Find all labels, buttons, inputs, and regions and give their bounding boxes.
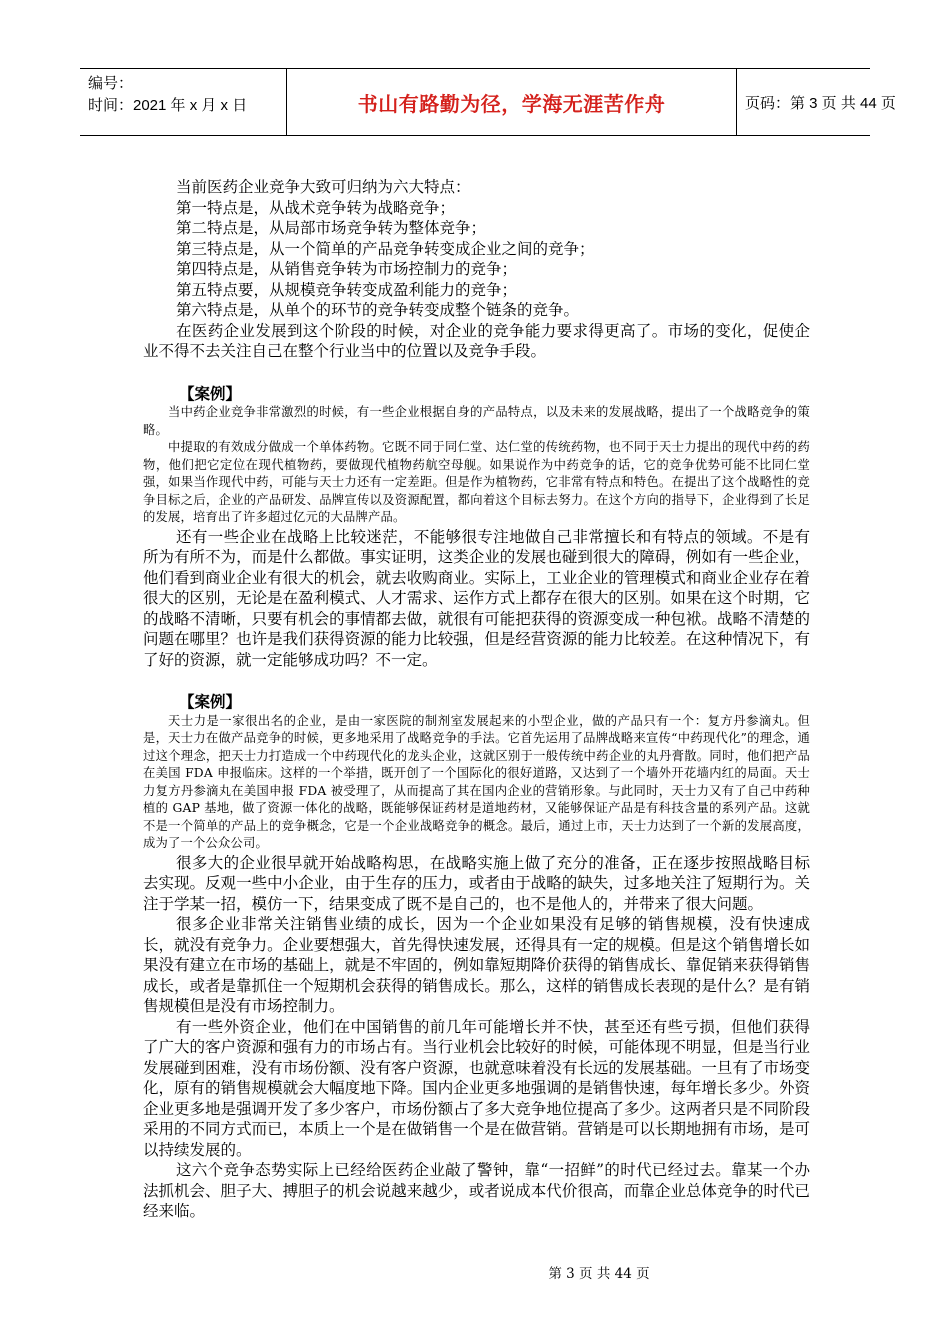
body-paragraph-4: 这六个竞争态势实际上已经给医药企业敲了警钟，靠“一招鲜”的时代已经过去。靠某一个办法抓机会、胆子大、搏胆子的机会说越来越少，或者说成本代价很高，而靠企业总体竞争的时代已经来临。 xyxy=(143,1161,810,1220)
document-body xyxy=(143,177,810,1222)
page-header xyxy=(80,68,896,136)
feature-item-6: 第六特点是，从单个的环节的竞争转变成整个链条的竞争。 xyxy=(176,301,580,319)
case-2-title: 【案例】 xyxy=(179,692,242,711)
document-date: 时间：2021 年 x 月 x 日 xyxy=(88,97,248,114)
document-number-label: 编号： xyxy=(88,75,134,92)
body-paragraph-2: 很多企业非常关注销售业绩的成长，因为一个企业如果没有足够的销售规模，没有快速成长，就没有竞争力。企业要想强大，首先得快速发展，还得具有一定的规模。但是这个销售增长如果没有建立在市场的基础上，就是不牢固的，例如靠短期降价获得的销售成长、靠促销来获得销售成长，或者是靠抓住一个短期机会获得的销售成长。那么，这样的销售成长表现的是什么？是有销售规模但是没有市场控制力。 xyxy=(143,915,810,1015)
header-meta xyxy=(80,69,287,135)
body-paragraph-1: 很多大的企业很早就开始战略构思，在战略实施上做了充分的准备，正在逐步按照战略目标去实现。反观一些中小企业，由于生存的压力，或者由于战略的缺失，过多地关注了短期行为。关注于学某一招，模仿一下，结果变成了既不是自己的，也不是他人的，并带来了很大问题。 xyxy=(143,853,810,913)
intro-lead: 当前医药企业竞争大致可归纳为六大特点： xyxy=(176,178,471,196)
feature-item-5: 第五特点要，从规模竞争转变成盈利能力的竞争； xyxy=(176,280,518,299)
header-motto: 书山有路勤为径，学海无涯苦作舟 xyxy=(287,69,737,135)
feature-item-2: 第二特点是，从局部市场竞争转为整体竞争； xyxy=(176,219,487,237)
feature-item-4: 第四特点是，从销售竞争转为市场控制力的竞争； xyxy=(176,260,518,278)
feature-item-1: 第一特点是，从战术竞争转为战略竞争； xyxy=(176,198,456,217)
case-1-paragraph-2: 中提取的有效成分做成一个单体药物。它既不同于同仁堂、达仁堂的传统药物，也不同于天士力提出的现代中药的药物，他们把它定位在现代植物药，要做现代植物药航空母舰。如果说作为中药竞争的话，它的竞争优势可能不比同仁堂强，如果当作现代中药，可能与天士力还有一定差距。但是作为植物药，它非常有特点和特色。在提出了这个战略性的竞争目标之后，企业的产品研发、品牌宣传以及资源配置，都向着这个目标去努力。在这个方向的指导下，企业得到了长足的发展，培育出了许多超过亿元的大品牌产品。 xyxy=(143,440,810,524)
feature-item-3: 第三特点是，从一个简单的产品竞争转变成企业之间的竞争； xyxy=(176,239,595,258)
case-2-paragraph: 天士力是一家很出名的企业，是由一家医院的制剂室发展起来的小型企业，做的产品只有一个：复方丹参滴丸。但是，天士力在做产品竞争的时候，更多地采用了战略竞争的手法。它首先运用了品牌战略来宣传“中药现代化”的理念，通过这个理念，把天士力打造成一个中药现代化的龙头企业，这就区别于一般传统中药企业的丸丹膏散。同时，他们把产品在美国 FDA 申报临床。这样的一个举措，既开创了一个国际化的很好道路，又达到了一个墙外开花墙内红的局面。天士力复方丹参滴丸在美国申报 FDA 被受理了，从而提高了其在国内企业的营销形象。与此同时，天士力又有了自己中药种植的 GAP 基地，做了资源一体化的战略，既能够保证药材是道地药材，又能够保证产品是有科技含量的系列产品。这就不是一个简单的产品上的竞争概念，它是一个企业战略竞争的概念。最后，通过上市，天士力达到了一个新的发展高度，成为了一个公众公司。 xyxy=(143,713,810,850)
body-paragraph-3: 有一些外资企业，他们在中国销售的前几年可能增长并不快，甚至还有些亏损，但他们获得了广大的客户资源和强有力的市场占有。当行业机会比较好的时候，可能体现不明显，但是当行业发展碰到困难，没有市场份额、没有客户资源，也就意味着没有长远的发展基础。一旦有了市场变化，原有的销售规模就会大幅度地下降。国内企业更多地强调的是销售快速，每年增长多少。外资企业更多地是强调开发了多少客户，市场份额占了多大竞争地位提高了多少。这两者只是不同阶段采用的不同方式而已，本质上一个是在做销售一个是在做营销。营销是可以长期地拥有市场，是可以持续发展的。 xyxy=(143,1017,810,1159)
case-1-paragraph-1: 当中药企业竞争非常激烈的时候，有一些企业根据自身的产品特点，以及未来的发展战略，提出了一个战略竞争的策略。 xyxy=(143,405,810,437)
footer-page-number: 第 3 页 共 44 页 xyxy=(548,1266,650,1282)
page-footer xyxy=(0,1262,950,1282)
header-page-info: 页码：第 3 页 共 44 页 xyxy=(745,94,896,112)
intro-closing-paragraph: 在医药企业发展到这个阶段的时候，对企业的竞争能力要求得更高了。市场的变化，促使企业不得不去关注自己在整个行业当中的位置以及竞争手段。 xyxy=(143,321,810,360)
strategy-paragraph: 还有一些企业在战略上比较迷茫，不能够很专注地做自己非常擅长和有特点的领域。不是有所为有所不为，而是什么都做。事实证明，这类企业的发展也碰到很大的障碍，例如有一些企业，他们看到商业企业有很大的机会，就去收购商业。实际上，工业企业的管理模式和商业企业存在着很大的区别，无论是在盈利模式、人才需求、运作方式上都存在很大的区别。如果在这个时期，它的战略不清晰，只要有机会的事情都去做，就很有可能把获得的资源变成一种包袱。战略不清楚的问题在哪里？也许是我们获得资源的能力比较强，但是经营资源的能力比较差。在这种情况下，有了好的资源，就一定能够成功吗？不一定。 xyxy=(143,527,810,669)
case-1-title: 【案例】 xyxy=(179,383,242,403)
